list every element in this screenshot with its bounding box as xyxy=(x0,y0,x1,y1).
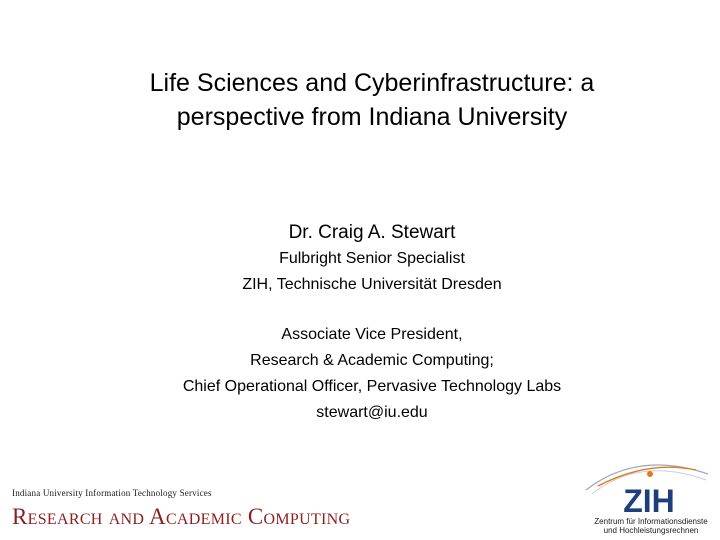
iu-logo-main-text: Research and Academic Computing xyxy=(12,504,351,529)
title-line-1: Life Sciences and Cyberinfrastructure: a xyxy=(149,69,595,97)
presenter-email: stewart@iu.edu xyxy=(316,404,428,421)
role-line-3: Chief Operational Officer, Pervasive Technology Labs xyxy=(182,378,562,395)
title-line-2: perspective from Indiana University xyxy=(176,103,568,131)
zih-subtitle-line-2: und Hochleistungsrechnen xyxy=(603,526,699,535)
presenter-roles xyxy=(0,322,720,426)
iu-rac-logo xyxy=(12,488,412,532)
iu-logo-top-text: Indiana University Information Technology Services xyxy=(12,488,212,498)
zih-mark: ZIH xyxy=(623,483,675,519)
presenter-affiliation xyxy=(0,246,720,298)
zih-orange-dot xyxy=(647,471,653,477)
presenter-name: Dr. Craig A. Stewart xyxy=(288,222,456,243)
role-line-2: Research & Academic Computing; xyxy=(250,352,494,369)
affiliation-line-1: Fulbright Senior Specialist xyxy=(279,250,465,267)
affiliation-line-2: ZIH, Technische Universität Dresden xyxy=(242,276,502,293)
zih-subtitle-line-1: Zentrum für Informationsdienste xyxy=(594,517,708,526)
zih-subtitle xyxy=(584,517,718,535)
role-line-1: Associate Vice President, xyxy=(281,326,463,343)
slide-title xyxy=(60,66,684,134)
